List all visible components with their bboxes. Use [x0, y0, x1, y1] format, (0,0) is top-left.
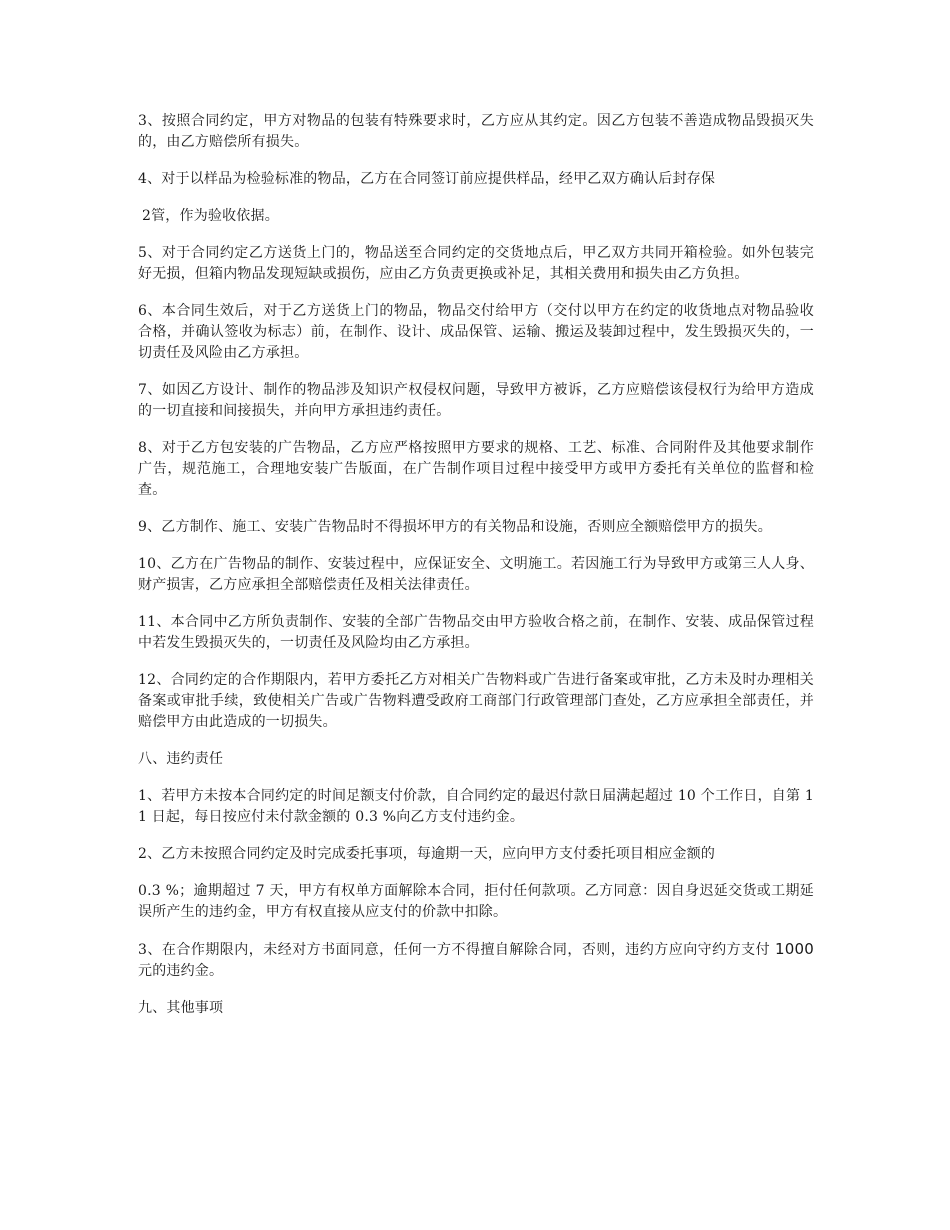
breach-clause-3	[138, 939, 814, 982]
clause-9-damage: 9、乙方制作、施工、安装广告物品时不得损坏甲方的有关物品和设施，否则应全额赔偿甲方的损失。	[138, 519, 772, 535]
clause-10-safety: 10、乙方在广告物品的制作、安装过程中，应保证安全、文明施工。若因施工行为导致甲方或第三人人身、财产损害，乙方应承担全部赔偿责任及相关法律责任。	[138, 556, 814, 593]
clause-7-ip-infringement: 7、如因乙方设计、制作的物品涉及知识产权侵权问题，导致甲方被诉，乙方应赔偿该侵权行为给甲方造成的一切直接和间接损失，并向甲方承担违约责任。	[138, 382, 814, 419]
document-page	[138, 111, 814, 1035]
clause-4-samples: 4、对于以样品为检验标准的物品，乙方在合同签订前应提供样品，经甲乙双方确认后封存保	[138, 171, 716, 187]
section-heading-breach: 八、违约责任	[138, 751, 224, 767]
clause-5-delivery-inspection: 5、对于合同约定乙方送货上门的，物品送至合同约定的交货地点后，甲乙双方共同开箱检验。如外包装完好无损，但箱内物品发现短缺或损伤，应由乙方负责更换或补足，其相关费用和损失由乙方负担。	[138, 245, 814, 282]
section-heading-other: 九、其他事项	[138, 1000, 224, 1016]
clause-4-continuation: 2管，作为验收依据。	[142, 208, 279, 224]
clause-3-packaging: 3、按照合同约定，甲方对物品的包装有特殊要求时，乙方应从其约定。因乙方包装不善造成物品毁损灭失的，由乙方赔偿所有损失。	[138, 113, 814, 150]
clause-8-installation: 8、对于乙方包安装的广告物品，乙方应严格按照甲方要求的规格、工艺、标准、合同附件及其他要求制作广告，规范施工，合理地安装广告版面，在广告制作项目过程中接受甲方或甲方委托有关单位的监督和检查。	[138, 440, 814, 498]
breach-clause-2: 2、乙方未按照合同约定及时完成委托事项，每逾期一天，应向甲方支付委托项目相应金额的	[138, 846, 716, 862]
breach-clause-1: 1、若甲方未按本合同约定的时间足额支付价款，自合同约定的最迟付款日届满起超过 10 个工作日，自第 11 日起，每日按应付未付款金额的 0.3 %向乙方支付违约金。	[138, 788, 814, 825]
penalty-amount: 1000	[775, 940, 814, 958]
clause-12-approval: 12、合同约定的合作期限内，若甲方委托乙方对相关广告物料或广告进行备案或审批，乙方未及时办理相关备案或审批手续，致使相关广告或广告物料遭受政府工商部门行政管理部门查处，乙方应承担全部责任，并赔偿甲方由此造成的一切损失。	[138, 672, 814, 730]
breach-clause-3-text: 3、在合作期限内，未经对方书面同意，任何一方不得擅自解除合同，否则，违约方应向守约方支付	[138, 942, 776, 958]
breach-clause-3-tail: 元的违约金。	[138, 963, 224, 979]
breach-clause-2-continuation: 0.3 %；逾期超过 7 天，甲方有权单方面解除本合同，拒付任何款项。乙方同意：因自身迟延交货或工期延误所产生的违约金，甲方有权直接从应支付的价款中扣除。	[138, 883, 814, 920]
clause-6-risk-transfer: 6、本合同生效后，对于乙方送货上门的物品，物品交付给甲方（交付以甲方在约定的收货地点对物品验收合格，并确认签收为标志）前，在制作、设计、成品保管、运输、搬运及装卸过程中，发生毁损灭失的，一切责任及风险由乙方承担。	[138, 303, 814, 361]
clause-11-acceptance: 11、本合同中乙方所负责制作、安装的全部广告物品交由甲方验收合格之前，在制作、安装、成品保管过程中若发生毁损灭失的，一切责任及风险均由乙方承担。	[138, 614, 814, 651]
